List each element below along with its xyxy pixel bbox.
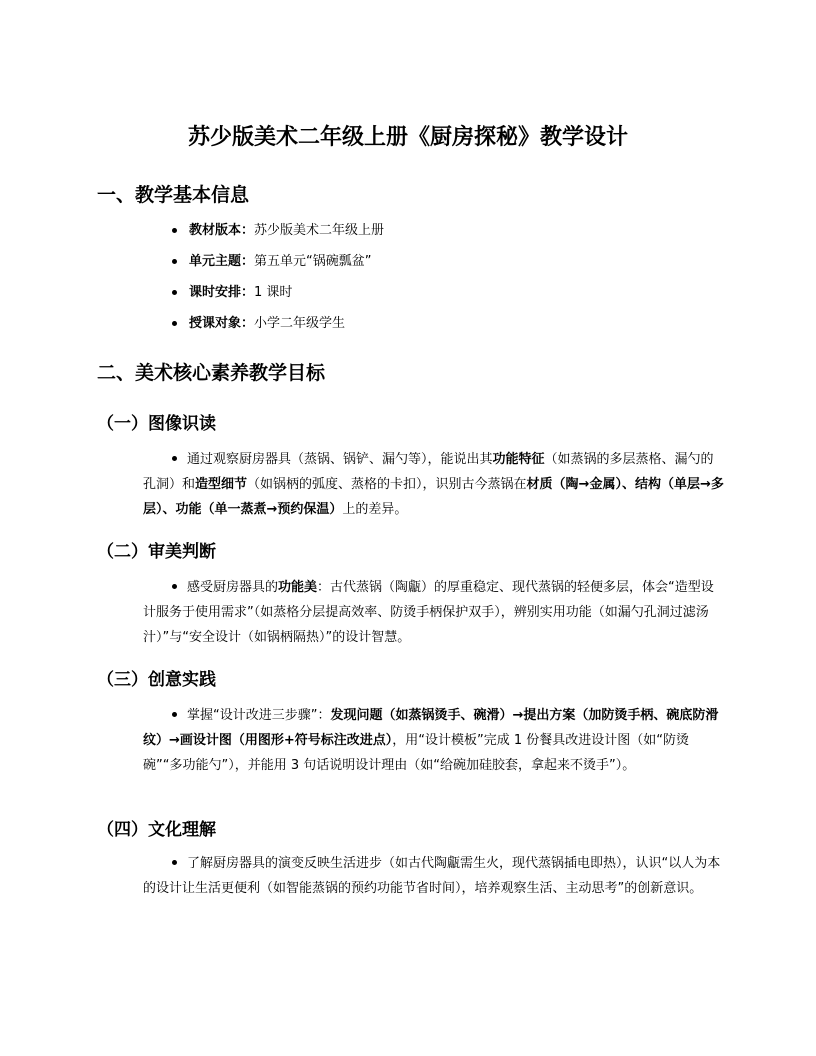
paragraph-cultural-understanding: 了解厨房器具的演变反映生活进步（如古代陶甗需生火，现代蒸锅插电即热），认识“以人为本的设计让生活更便利（如智能蒸锅的预约功能节省时间），培养观察生活、主动思考”的创新意识。 bbox=[143, 856, 721, 896]
bullet-icon bbox=[172, 321, 177, 326]
item-value: 第五单元“锅碗瓢盆” bbox=[254, 254, 372, 269]
subsection-heading-image-reading: （一）图像识读 bbox=[97, 414, 216, 434]
item-value: 小学二年级学生 bbox=[254, 316, 346, 331]
list-item bbox=[172, 253, 384, 284]
basic-info-list bbox=[172, 222, 384, 346]
bullet-icon bbox=[172, 259, 177, 264]
list-item bbox=[172, 315, 384, 346]
item-label: 授课对象： bbox=[189, 316, 255, 331]
item-label: 教材版本： bbox=[189, 223, 255, 238]
bullet-icon bbox=[172, 456, 177, 461]
bullet-icon bbox=[172, 860, 177, 865]
item-label: 单元主题： bbox=[189, 254, 255, 269]
section-heading-objectives: 二、美术核心素养教学目标 bbox=[97, 362, 326, 384]
section-heading-basic-info: 一、教学基本信息 bbox=[97, 184, 250, 206]
item-label: 课时安排： bbox=[189, 285, 255, 300]
bullet-icon bbox=[172, 584, 177, 589]
paragraph-image-reading: 通过观察厨房器具（蒸锅、锅铲、漏勺等），能说出其功能特征（如蒸锅的多层蒸格、漏勺的孔洞）和造型细节（如锅柄的弧度、蒸格的卡扣），识别古今蒸锅在材质（陶→金属）、结构（单层→多层）、功能（单一蒸煮→预约保温）上的差异。 bbox=[143, 452, 724, 517]
subsection-heading-creative-practice: （三）创意实践 bbox=[97, 670, 216, 690]
list-item bbox=[172, 284, 384, 315]
bullet-icon bbox=[172, 290, 177, 295]
bullet-icon bbox=[172, 712, 177, 717]
bullet-icon bbox=[172, 228, 177, 233]
item-value: 苏少版美术二年级上册 bbox=[254, 223, 385, 238]
item-value: 1 课时 bbox=[254, 285, 293, 300]
paragraph-creative-practice: 掌握“设计改进三步骤”：发现问题（如蒸锅烫手、碗滑）→提出方案（加防烫手柄、碗底防滑纹）→画设计图（用图形+符号标注改进点），用“设计模板”完成 1 份餐具改进设计图（如“防烫碗”“多功能勺”），并能用 3 句话说明设计理由（如“给碗加硅胶套，拿起来不烫手”）。 bbox=[143, 708, 719, 773]
subsection-heading-aesthetic-judgment: （二）审美判断 bbox=[97, 542, 216, 562]
document-title: 苏少版美术二年级上册《厨房探秘》教学设计 bbox=[187, 124, 628, 150]
subsection-heading-cultural-understanding: （四）文化理解 bbox=[97, 820, 216, 840]
paragraph-aesthetic-judgment: 感受厨房器具的功能美：古代蒸锅（陶甗）的厚重稳定、现代蒸锅的轻便多层，体会“造型设计服务于使用需求”（如蒸格分层提高效率、防烫手柄保护双手），辨别实用功能（如漏勺孔洞过滤汤汁）”与“安全设计（如锅柄隔热）”的设计智慧。 bbox=[143, 580, 714, 645]
list-item bbox=[172, 222, 384, 253]
